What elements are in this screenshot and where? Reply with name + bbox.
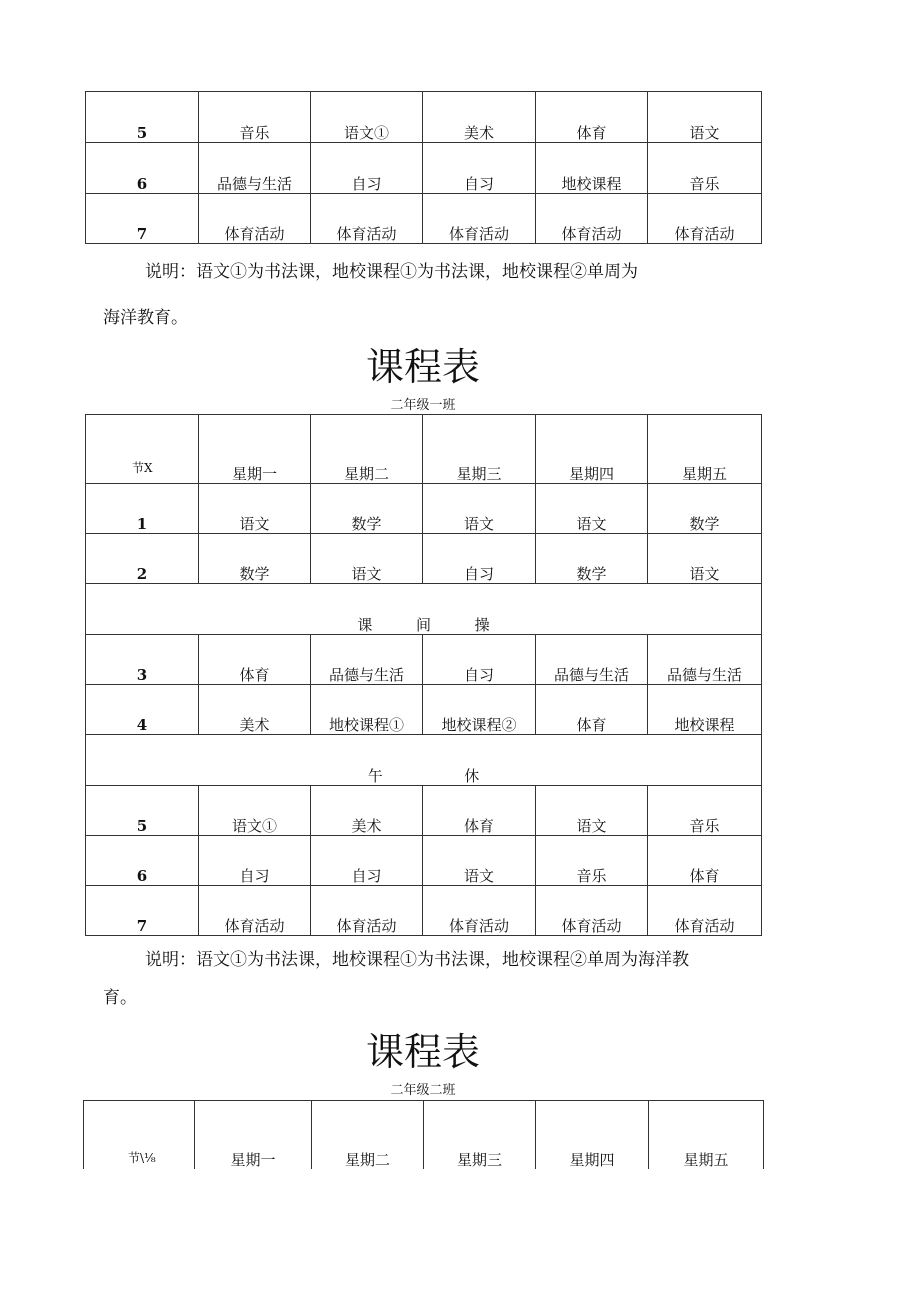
class-cell: 品德与生活	[199, 143, 311, 194]
class-cell: 语文	[199, 484, 311, 534]
day-header: 星期二	[312, 1101, 424, 1169]
header-row	[84, 1101, 764, 1169]
class-cell: 体育	[199, 635, 311, 685]
class-cell: 自习	[423, 143, 536, 194]
table-row	[86, 92, 762, 143]
class-cell: 美术	[311, 786, 423, 836]
class-cell: 语文	[648, 534, 762, 584]
class-cell: 地校课程	[648, 685, 762, 735]
class-subtitle: 二年级二班	[390, 1083, 456, 1098]
class-cell: 体育	[536, 685, 648, 735]
period-number: 3	[86, 635, 199, 685]
class-cell: 音乐	[648, 143, 762, 194]
period-number: 7	[86, 886, 199, 936]
class-cell: 数学	[311, 484, 423, 534]
class-cell: 音乐	[536, 836, 648, 886]
class-subtitle: 二年级一班	[390, 398, 456, 413]
class-cell: 数学	[536, 534, 648, 584]
day-header: 星期五	[648, 415, 762, 484]
class-cell: 语文	[423, 836, 536, 886]
table-row	[86, 534, 762, 584]
break-char: 间	[415, 616, 431, 634]
period-number: 1	[86, 484, 199, 534]
break-char: 课	[357, 616, 373, 634]
class-cell: 体育	[423, 786, 536, 836]
day-header: 星期一	[199, 415, 311, 484]
corner-header	[84, 1101, 195, 1169]
note-line: 说明：语文①为书法课，地校课程①为书法课，地校课程②单周为	[145, 262, 638, 282]
class-cell: 体育活动	[648, 194, 762, 244]
class-cell: 品德与生活	[311, 635, 423, 685]
class-cell: 语文	[536, 786, 648, 836]
class-cell: 语文①	[199, 786, 311, 836]
period-number: 6	[86, 836, 199, 886]
class-cell: 体育活动	[199, 886, 311, 936]
day-header: 星期五	[649, 1101, 764, 1169]
class-cell: 语文	[311, 534, 423, 584]
break-lunch	[86, 735, 762, 786]
period-number: 4	[86, 685, 199, 735]
class-cell: 体育活动	[311, 886, 423, 936]
class-cell: 体育活动	[423, 194, 536, 244]
class-cell: 地校课程	[536, 143, 648, 194]
class-cell: 自习	[423, 534, 536, 584]
period-number: 5	[86, 92, 199, 143]
day-header: 星期一	[195, 1101, 312, 1169]
period-number: 7	[86, 194, 199, 244]
day-header: 星期四	[536, 1101, 649, 1169]
schedule-table	[83, 1100, 764, 1169]
day-header: 星期三	[424, 1101, 536, 1169]
class-cell: 体育活动	[536, 194, 648, 244]
class-cell: 体育	[536, 92, 648, 143]
class-cell: 自习	[311, 143, 423, 194]
table-row	[86, 886, 762, 936]
corner-header	[86, 415, 199, 484]
corner-label: 节X	[132, 461, 153, 475]
period-number: 2	[86, 534, 199, 584]
class-cell: 语文	[423, 484, 536, 534]
class-cell: 自习	[423, 635, 536, 685]
class-cell: 品德与生活	[648, 635, 762, 685]
day-header: 星期四	[536, 415, 648, 484]
class-cell: 数学	[199, 534, 311, 584]
class-cell: 体育活动	[199, 194, 311, 244]
break-char: 休	[464, 767, 480, 785]
note-line: 海洋教育。	[103, 308, 188, 328]
table-row	[86, 635, 762, 685]
note-line: 说明：语文①为书法课，地校课程①为书法课，地校课程②单周为海洋教	[145, 950, 689, 970]
break-exercise	[86, 584, 762, 635]
schedule-table-continued	[85, 91, 762, 244]
header-row	[86, 415, 762, 484]
table-row	[86, 685, 762, 735]
class-cell: 数学	[648, 484, 762, 534]
class-cell: 美术	[423, 92, 536, 143]
break-row	[86, 735, 762, 786]
class-cell: 体育活动	[311, 194, 423, 244]
class-cell: 地校课程①	[311, 685, 423, 735]
period-number: 6	[86, 143, 199, 194]
class-cell: 体育活动	[423, 886, 536, 936]
class-cell: 语文	[536, 484, 648, 534]
class-cell: 自习	[199, 836, 311, 886]
table-row	[86, 786, 762, 836]
class-cell: 语文	[648, 92, 762, 143]
table-row	[86, 484, 762, 534]
corner-label: 节\⅛	[128, 1150, 156, 1165]
note-line: 育。	[103, 988, 137, 1008]
table-row	[86, 143, 762, 194]
class-cell: 自习	[311, 836, 423, 886]
class-cell: 地校课程②	[423, 685, 536, 735]
class-cell: 体育活动	[648, 886, 762, 936]
period-number: 5	[86, 786, 199, 836]
class-cell: 体育活动	[536, 886, 648, 936]
class-cell: 品德与生活	[536, 635, 648, 685]
break-row	[86, 584, 762, 635]
table-row	[86, 194, 762, 244]
class-cell: 语文①	[311, 92, 423, 143]
break-char: 操	[474, 616, 490, 634]
day-header: 星期二	[311, 415, 423, 484]
class-cell: 音乐	[199, 92, 311, 143]
page-title: 课程表	[365, 345, 480, 389]
day-header: 星期三	[423, 415, 536, 484]
class-cell: 体育	[648, 836, 762, 886]
page-title: 课程表	[365, 1030, 480, 1074]
table-row	[86, 836, 762, 886]
class-cell: 音乐	[648, 786, 762, 836]
class-cell: 美术	[199, 685, 311, 735]
schedule-table	[85, 414, 762, 936]
break-char: 午	[367, 767, 383, 785]
